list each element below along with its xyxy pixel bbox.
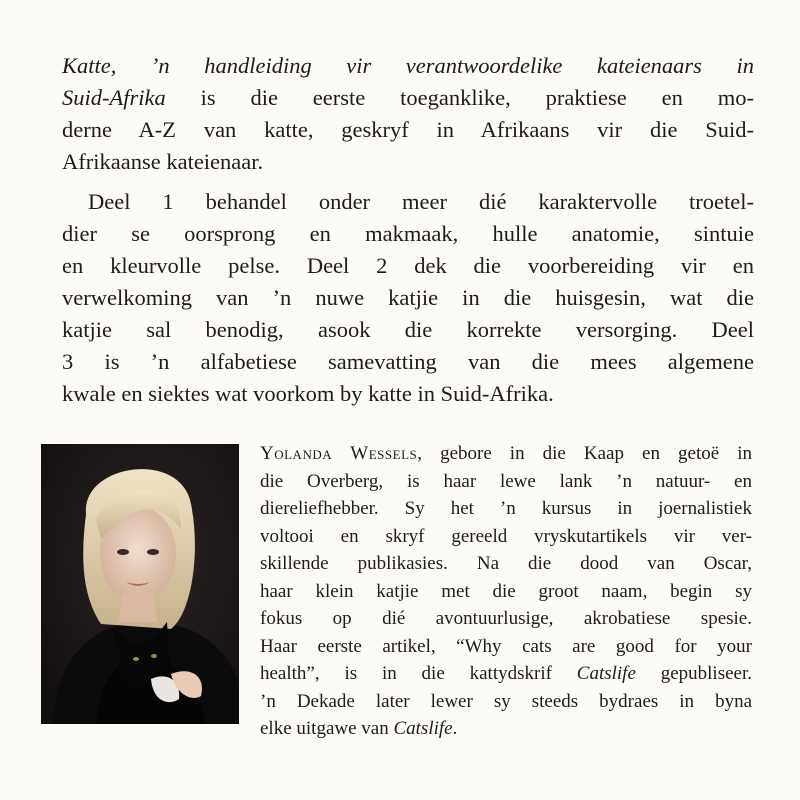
contents-line: dier se oorsprong en makmaak, hulle anatomie, sintuie [62,221,754,246]
magazine-title: Catslife [393,718,453,739]
author-name: Yolanda Wessels [260,443,418,464]
contents-line: katjie sal benodig, asook die korrekte versorging. Deel [62,317,754,342]
bio-line: voltooi en skryf gereeld vryskutartikels vir ver- [260,525,752,547]
intro-line-2 [62,82,754,114]
bio-text: health”, is in die kattydskrif [260,663,577,684]
bio-line-11 [260,715,752,743]
contents-line: verwelkoming van ’n nuwe katjie in die huisgesin, wat die [62,285,754,310]
contents-paragraph [62,186,754,410]
bio-text: . [452,718,458,739]
bio-line-9 [260,660,752,688]
book-title-end: Suid-Afrika [62,85,166,110]
contents-line: en kleurvolle pelse. Deel 2 dek die voorbereiding vir en [62,253,754,278]
bio-line: Haar eerste artikel, “Why cats are good for your [260,635,752,657]
intro-line-2-rest: is die eerste toeganklike, praktiese en mo- [165,85,754,110]
bio-line: fokus op dié avontuurlusige, akrobatiese spesie. [260,608,752,629]
author-photo [41,444,239,724]
intro-paragraph [62,50,754,178]
bio-line-1 [260,440,752,468]
bio-line: haar klein katjie met die groot naam, begin sy [260,580,752,602]
contents-line: kwale en siektes wat voorkom by katte in Suid-Afrika. [62,381,554,406]
bio-line: ’n Dekade later lewer sy steeds bydraes in byna [260,690,752,712]
intro-line-4: Afrikaanse kateienaar. [62,149,264,174]
contents-line: Deel 1 behandel onder meer dié karaktervolle troetel- [88,189,754,214]
bio-text: gepubliseer. [635,663,753,684]
author-bio [260,440,752,743]
magazine-title: Catslife [576,663,636,684]
contents-line: 3 is ’n alfabetiese samevatting van die mees algemene [62,349,754,374]
bio-text: elke uitgawe van [260,718,394,739]
intro-line-3: derne A-Z van katte, geskryf in Afrikaans vir die Suid- [62,117,754,142]
bio-line: skillende publikasies. Na die dood van Oscar, [260,553,752,574]
bio-line-1-rest: , gebore in die Kaap en getoë in [417,443,752,464]
intro-line-1: Katte, ’n handleiding vir verantwoordelike kateienaars in [62,53,754,78]
bio-line: die Overberg, is haar lewe lank ’n natuur- en [260,470,752,492]
bio-line: diereliefhebber. Sy het ’n kursus in joernalistiek [260,498,752,519]
